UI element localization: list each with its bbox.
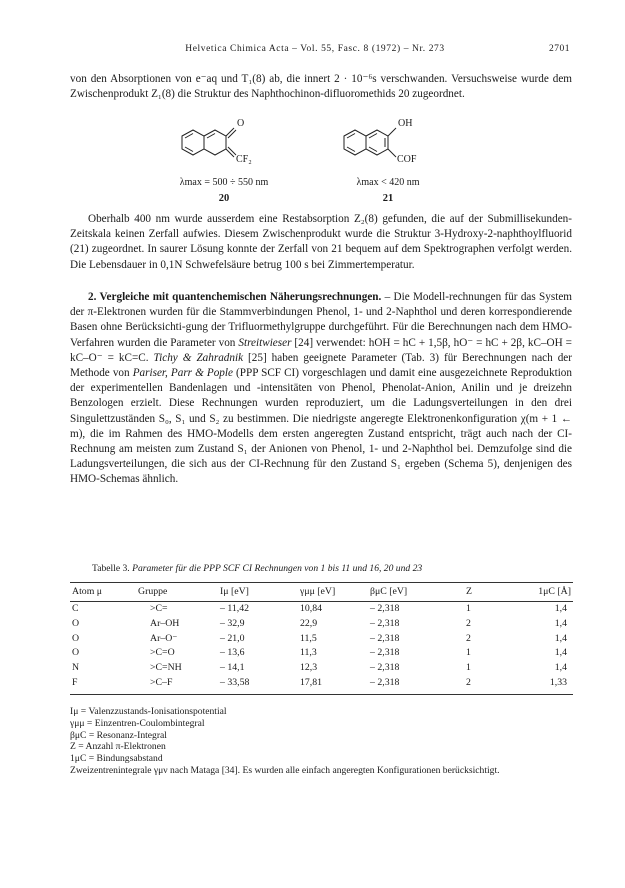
- cell-resonance: – 2,318: [368, 676, 464, 694]
- cell-bond-distance: 1,33: [530, 676, 573, 694]
- cell-ionisation: – 33,58: [218, 676, 298, 694]
- cell-group: Ar–OH: [150, 617, 180, 629]
- structure-20-drawing: [176, 116, 272, 178]
- cell-z: 1: [466, 662, 471, 674]
- structure-21-bottom-group: COF: [397, 154, 417, 165]
- cell-resonance: – 2,318: [370, 617, 400, 629]
- cell-ionisation: – 13,6: [220, 647, 245, 659]
- running-title: Helvetica Chimica Acta – Vol. 55, Fasc. 8 (1972) – Nr. 273: [185, 44, 445, 54]
- legend-line: Z = Anzahl π-Elektronen: [70, 741, 166, 753]
- cell-ionisation: – 14,1: [220, 662, 245, 674]
- cell-group: >C=O: [150, 647, 175, 659]
- cell-bond-distance: 1,4: [554, 603, 567, 614]
- cell-coulomb: 10,84: [300, 603, 323, 614]
- legend-line: Iμ = Valenzzustands-Ionisationspotential: [70, 706, 227, 717]
- running-header: [70, 44, 570, 58]
- table-legend: [70, 706, 572, 777]
- section-text-4: (PPP SCF CI) vorgeschlagen und damit eine ausgezeichnete Reproduktion der experimentellen Bandenlagen und -intensitäten von Phenol, Phenolat-Anion, Anilin und je dreizehn Benzologen erzielt. Diese Rechnungen wurden reproduziert, um die Ladungsverteilungen in den drei Singulettzuständen S₀, S₁ und S₂ zu bestimmen. Die niedrigste angeregte Elektronenkonfiguration χ(m + 1 ← m), die im Rahmen des HMO-Modells dem ersten angeregten Zustand entspricht, trägt auch nach der CI-Rechnung am meisten zum Zustand S₁ der Anionen von Phenol, 1- und 2-Naphthol bei. Demzufolge sind die Ladungsverteilungen, die sich aus der CI-Rechnung für den Zustand S₁ ergeben (Schema 5), denjenigen des HMO-Schemas ähnlich.: [70, 367, 572, 486]
- section-text-1: – Die Modell-rechnungen für das System der π-Elektronen wurden für die Stammverbindungen Phenol, 1- und 2-Naphthol und deren korrespondierende Basen ohne Berücksichti-gung der Trifluormethylgruppe durchgeführt. Für die Berechnungen nach dem HMO-Verfahren wurden die Parameter von: [70, 291, 572, 349]
- structure-21-top-group: OH: [398, 118, 413, 129]
- section-text-3: [25] haben geeignete Parameter (Tab. 3) für Berechnungen nach der Methode von: [70, 351, 572, 380]
- paragraph-2: [70, 212, 572, 273]
- section-paragraph: [70, 290, 572, 488]
- cell-z: 1: [466, 647, 471, 659]
- structure-21-number: 21: [382, 193, 394, 204]
- structure-21-drawing: [338, 116, 434, 178]
- author-streitwieser: Streitwieser: [238, 336, 292, 349]
- structure-20-lambda: λmax = 500 ÷ 550 nm: [179, 177, 269, 188]
- table-row: [70, 617, 573, 632]
- structure-20-top-group: O: [237, 118, 245, 129]
- cell-atom: C: [72, 603, 79, 614]
- table-caption-text: Parameter für die PPP SCF CI Rechnungen von 1 bis 11 und 16, 20 und 23: [132, 563, 423, 574]
- table-row: [70, 646, 573, 661]
- cell-coulomb: 22,9: [300, 617, 318, 629]
- header-group: Gruppe: [136, 583, 218, 602]
- page-number: 2701: [549, 44, 570, 54]
- cell-group: >C–F: [136, 676, 218, 694]
- legend-line: βμC = Resonanz-Integral: [70, 729, 167, 741]
- legend-footnote: Zweizentrenintegrale γμν nach Mataga [34]. Es wurden alle einfach angeregten Konfigurationen berücksichtigt.: [70, 764, 500, 776]
- cell-resonance: – 2,318: [370, 662, 400, 674]
- cell-coulomb: 11,5: [300, 632, 317, 644]
- cell-atom: F: [70, 676, 136, 694]
- cell-resonance: – 2,318: [370, 647, 400, 659]
- section-text-2: [24] verwendet: hOH = hC + 1,5β, hO⁻ = hC + 2β, kC–OH = kC–O⁻ = kC=C.: [70, 336, 572, 364]
- table-row: [70, 676, 573, 694]
- table-row: [70, 661, 573, 676]
- intro-paragraph: von den Absorptionen von e⁻aq und T₁(8) ab, die innert 2 · 10⁻⁶s verschwanden. Versuchsweise wurde dem Zwischenprodukt Z₁(8) die Struktur des Naphthochinon-difluoromethids 20 zugeordnet.: [70, 73, 572, 101]
- cell-bond-distance: 1,4: [554, 632, 567, 644]
- paragraph-2-text: Oberhalb 400 nm wurde ausserdem eine Restabsorption Z₂(8) gefunden, die auf der Submillisekunden-Zeitskala keinen Zerfall aufwies. Diesem Zwischenprodukt wurde die Struktur 3-Hydroxy-2-naphthoylfluorid (21) zugeordnet. In saurer Lösung konnte der Zerfall von 21 bequem auf dem Spektrographen verfolgt werden. Die Lebensdauer in 0,1N Schwefelsäure betrug 100 s bei Zimmertemperatur.: [70, 213, 572, 271]
- table-row: [70, 602, 573, 617]
- cell-z: 1: [466, 603, 471, 614]
- structure-21-lambda: λmax < 420 nm: [356, 177, 420, 188]
- cell-atom: N: [72, 662, 80, 674]
- header-bond-distance: 1μC [Å]: [530, 583, 573, 602]
- table-row: [70, 632, 573, 647]
- cell-z: 2: [466, 632, 471, 644]
- table-caption: [92, 563, 572, 574]
- cell-atom: O: [72, 617, 80, 629]
- parameter-table: [70, 582, 573, 695]
- cell-atom: O: [72, 647, 80, 659]
- legend-line: 1μC = Bindungsabstand: [70, 753, 163, 765]
- cell-group: Ar–O⁻: [150, 632, 178, 644]
- legend-line: γμμ = Einzentren-Coulombintegral: [70, 717, 205, 729]
- cell-group: >C=: [150, 603, 168, 614]
- cell-ionisation: – 11,42: [220, 603, 250, 614]
- cell-coulomb: 11,3: [300, 647, 317, 659]
- cell-ionisation: – 21,0: [220, 632, 245, 644]
- header-ionisation: Iμ [eV]: [218, 583, 298, 602]
- cell-ionisation: – 32,9: [220, 617, 245, 629]
- cell-bond-distance: 1,4: [554, 647, 567, 659]
- cell-coulomb: 17,81: [298, 676, 368, 694]
- cell-bond-distance: 1,4: [554, 617, 567, 629]
- header-atom: Atom μ: [70, 583, 136, 602]
- cell-atom: O: [72, 632, 80, 644]
- section-heading: 2. Vergleiche mit quantenchemischen Näherungsrechnungen.: [88, 291, 382, 303]
- structure-20-bottom-group: CF₂: [236, 154, 252, 165]
- author-tichy-zahradnik: Tichy & Zahradnik: [153, 351, 244, 364]
- header-coulomb: γμμ [eV]: [298, 583, 368, 602]
- cell-z: 2: [464, 676, 530, 694]
- cell-group: >C=NH: [150, 662, 182, 674]
- header-z: Z: [464, 583, 530, 602]
- cell-bond-distance: 1,4: [554, 662, 567, 674]
- cell-resonance: – 2,318: [370, 632, 400, 644]
- table-header-row: [70, 583, 573, 602]
- cell-coulomb: 12,3: [300, 662, 318, 674]
- cell-z: 2: [466, 617, 471, 629]
- cell-resonance: – 2,318: [370, 603, 400, 614]
- table-caption-prefix: Tabelle 3.: [92, 563, 133, 574]
- header-resonance: βμC [eV]: [368, 583, 464, 602]
- author-pariser-parr-pople: Pariser, Parr & Pople: [132, 367, 233, 380]
- structure-20-number: 20: [218, 193, 230, 204]
